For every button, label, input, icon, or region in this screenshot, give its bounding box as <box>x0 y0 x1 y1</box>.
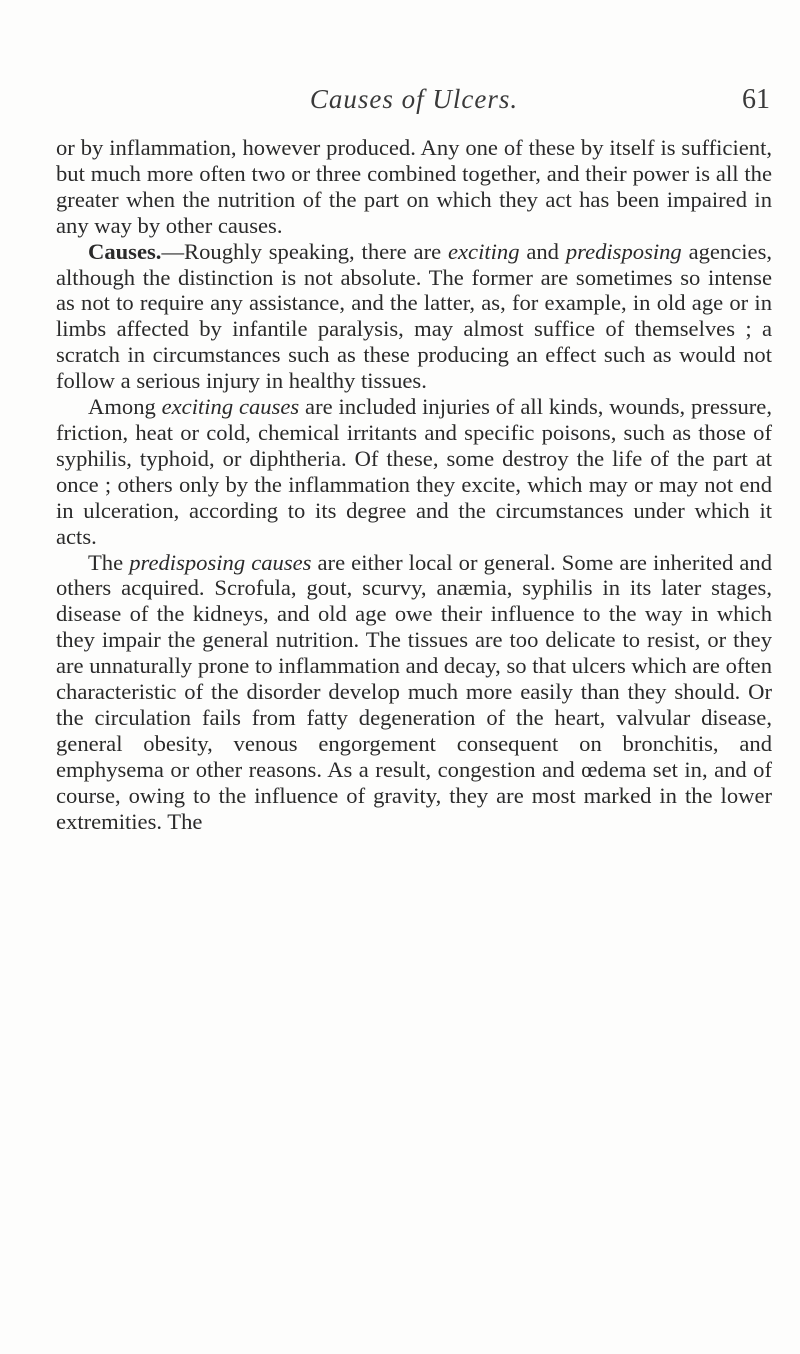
paragraph-text: agencies, although the distinction is not absolute. The former are sometimes so intense as not to require any assistance, and the latter, as, for example, in old age or in limbs affected by infantile paralysis, may almost suffice of themselves ; a scratch in circumstances such as these producing an effect such as would not follow a serious injury in healthy tissues. <box>56 238 773 394</box>
paragraph-text: Among <box>88 394 162 420</box>
paragraph-text: are either local or general. Some are inherited and others acquired. Scrofula, gout, scurvy, anæmia, syphilis in its later stages, disease of the kidneys, and old age owe their influence to the way in which they impair the general nutrition. The tissues are too delicate to resist, or they are unnaturally prone to inflammation and decay, so that ulcers which are often characteristic of the disorder develop much more easily than they should. Or the circulation fails from fatty degeneration of the heart, valvular disease, general obesity, venous engorgement consequent on bronchitis, and emphysema or other reasons. As a result, congestion and œdema set in, and of course, owing to the influence of gravity, they are most marked in the lower extremities. The <box>56 549 772 834</box>
paragraph-text: and <box>519 238 566 264</box>
running-head <box>58 84 770 124</box>
paragraph-predisposing-causes <box>56 550 772 835</box>
paragraph-continuation <box>56 135 772 239</box>
body-text <box>56 135 772 834</box>
paragraph-text: —Roughly speaking, there are <box>161 238 448 264</box>
paragraph-text: are included injuries of all kinds, wounds, pressure, friction, heat or cold, chemical irritants and specific poisons, such as those of syphilis, typhoid, or diphtheria. Of these, some destroy the life of the part at once ; others only by the inflammation they excite, which may or may not end in ulceration, according to its degree and the circumstances under which it acts. <box>56 394 772 549</box>
paragraph-text: or by inflammation, however produced. Any one of these by itself is sufficient, but much more often two or three combined together, and their power is all the greater when the nutrition of the part on which they act has been impaired in any way by other causes. <box>56 135 772 238</box>
paragraph-causes <box>56 239 772 394</box>
page-number: 61 <box>742 84 770 115</box>
emphasis-term: exciting causes <box>161 394 300 420</box>
running-title: Causes of Ulcers. <box>309 84 519 114</box>
emphasis-term: predisposing causes <box>129 549 312 575</box>
emphasis-term: predisposing <box>565 238 682 264</box>
paragraph-text: The <box>88 549 130 575</box>
section-heading: Causes. <box>88 238 162 264</box>
paragraph-exciting-causes <box>56 394 772 549</box>
emphasis-term: exciting <box>447 238 520 264</box>
